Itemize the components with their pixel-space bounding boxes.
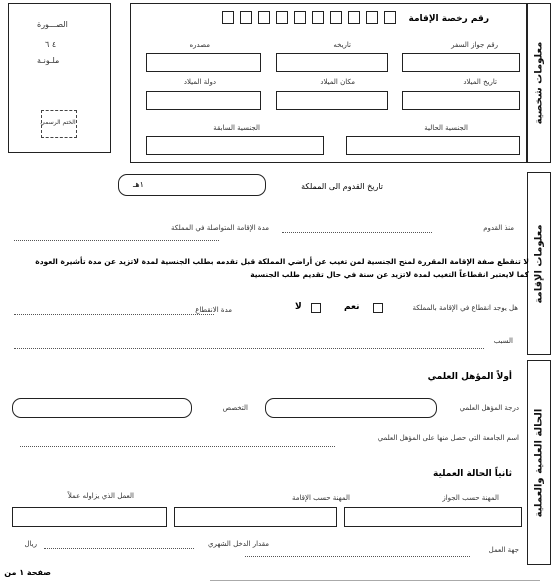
arrival-date-field[interactable] — [118, 174, 266, 196]
previous-nationality-field[interactable] — [146, 136, 324, 155]
passport-number-label: رقم جواز السفر — [451, 41, 498, 49]
university-line[interactable] — [20, 446, 335, 447]
permit-digit[interactable] — [330, 11, 342, 24]
currency-label: ريال — [24, 540, 37, 548]
photo-size: ٤ ٦ — [45, 40, 57, 49]
education-work-tab — [527, 360, 551, 565]
permit-digit[interactable] — [258, 11, 270, 24]
interruption-yes-checkbox[interactable] — [373, 303, 383, 313]
education-work-tab-label: الحالة العلمية والعملية — [533, 408, 545, 517]
monthly-income-line[interactable] — [44, 548, 194, 549]
permit-digit[interactable] — [366, 11, 378, 24]
issue-place-label: مصدره — [189, 41, 210, 49]
occupation-residence-field[interactable] — [174, 507, 337, 527]
issue-date-field[interactable] — [276, 53, 388, 72]
current-work-field[interactable] — [12, 507, 167, 527]
occupation-passport-field[interactable] — [344, 507, 522, 527]
interruption-period-label: مدة الانقطاع — [195, 306, 232, 314]
permit-digit[interactable] — [384, 11, 396, 24]
employer-line[interactable] — [245, 556, 470, 557]
reason-label: السبب — [493, 337, 513, 345]
residence-info-tab — [527, 172, 551, 355]
birth-date-field[interactable] — [402, 91, 520, 110]
passport-number-field[interactable] — [402, 53, 520, 72]
hijri-year-prefix: ١هـ — [133, 180, 144, 189]
university-label: اسم الجامعة التي حصل منها على المؤهل العلمي — [377, 434, 519, 442]
birth-country-field[interactable] — [146, 91, 261, 110]
permit-digit[interactable] — [294, 11, 306, 24]
arrival-date-label: تاريخ القدوم الى المملكة — [301, 182, 383, 191]
employer-label: جهة العمل — [488, 546, 519, 554]
permit-digit[interactable] — [348, 11, 360, 24]
stamp-label: الختم الرسمي — [40, 119, 76, 126]
current-nationality-field[interactable] — [346, 136, 520, 155]
reason-line[interactable] — [14, 348, 484, 349]
residence-note-line1: لا تنقطع صفة الإقامة المقررة لمنح الجنسية لمن تغيب عن أراضي المملكة قبل تقدمه بطلب الجنسية لمدة لاتزيد عن مدة تأشيرة العودة — [35, 257, 529, 266]
birth-place-field[interactable] — [276, 91, 388, 110]
page-number: صفحة ١ من — [4, 568, 51, 577]
issue-place-field[interactable] — [146, 53, 261, 72]
occupation-residence-label: المهنة حسب الإقامة — [291, 494, 350, 502]
birth-place-label: مكان الميلاد — [320, 78, 355, 86]
previous-nationality-label: الجنسية السابقة — [213, 124, 260, 132]
education-heading: أولاً المؤهل العلمي — [427, 372, 512, 382]
personal-info-tab — [527, 3, 551, 163]
residence-note-line2: كما لايعتبر انقطاعاً التغيب لمدة لاتزيد عن سنة في حال تقديم طلب الجنسية — [250, 270, 529, 279]
interruption-no-checkbox[interactable] — [311, 303, 321, 313]
footer-divider — [210, 580, 540, 581]
personal-info-tab-label: معلومات شخصية — [533, 41, 545, 125]
interruption-no-label: لا — [295, 302, 302, 312]
permit-digit[interactable] — [222, 11, 234, 24]
continuous-period-line[interactable] — [14, 240, 219, 241]
monthly-income-label: مقدار الدخل الشهري — [207, 540, 269, 548]
birth-date-label: تاريخ الميلاد — [463, 78, 497, 86]
specialization-field[interactable] — [12, 398, 192, 418]
degree-field[interactable] — [265, 398, 437, 418]
interruption-question: هل يوجد انقطاع في الإقامة بالمملكة — [412, 304, 518, 312]
residence-info-tab-label: معلومات الإقامة — [533, 223, 545, 304]
interruption-period-line[interactable] — [14, 314, 214, 315]
photo-box — [8, 3, 111, 153]
occupation-passport-label: المهنة حسب الجواز — [442, 494, 499, 502]
stamp-box — [41, 110, 77, 138]
residence-permit-label: رقم رخصة الإقامة — [408, 14, 489, 24]
current-work-label: العمل الذي يزاوله عملاً — [67, 492, 134, 500]
continuous-period-label: مدة الإقامة المتواصلة في المملكة — [170, 224, 269, 232]
since-arrival-label: منذ القدوم — [483, 224, 514, 232]
since-arrival-line[interactable] — [282, 232, 432, 233]
permit-digit[interactable] — [312, 11, 324, 24]
work-heading: ثانياً الحالة العملية — [432, 469, 512, 479]
degree-label: درجة المؤهل العلمي — [459, 404, 519, 412]
interruption-yes-label: نعم — [344, 302, 360, 312]
birth-country-label: دولة الميلاد — [183, 78, 216, 86]
issue-date-label: تاريخه — [333, 41, 351, 49]
photo-color: ملـونـة — [37, 56, 60, 65]
specialization-label: التخصص — [222, 404, 248, 412]
photo-title: الصـــورة — [37, 20, 68, 29]
permit-digit[interactable] — [276, 11, 288, 24]
current-nationality-label: الجنسية الحالية — [424, 124, 468, 132]
permit-digit[interactable] — [240, 11, 252, 24]
